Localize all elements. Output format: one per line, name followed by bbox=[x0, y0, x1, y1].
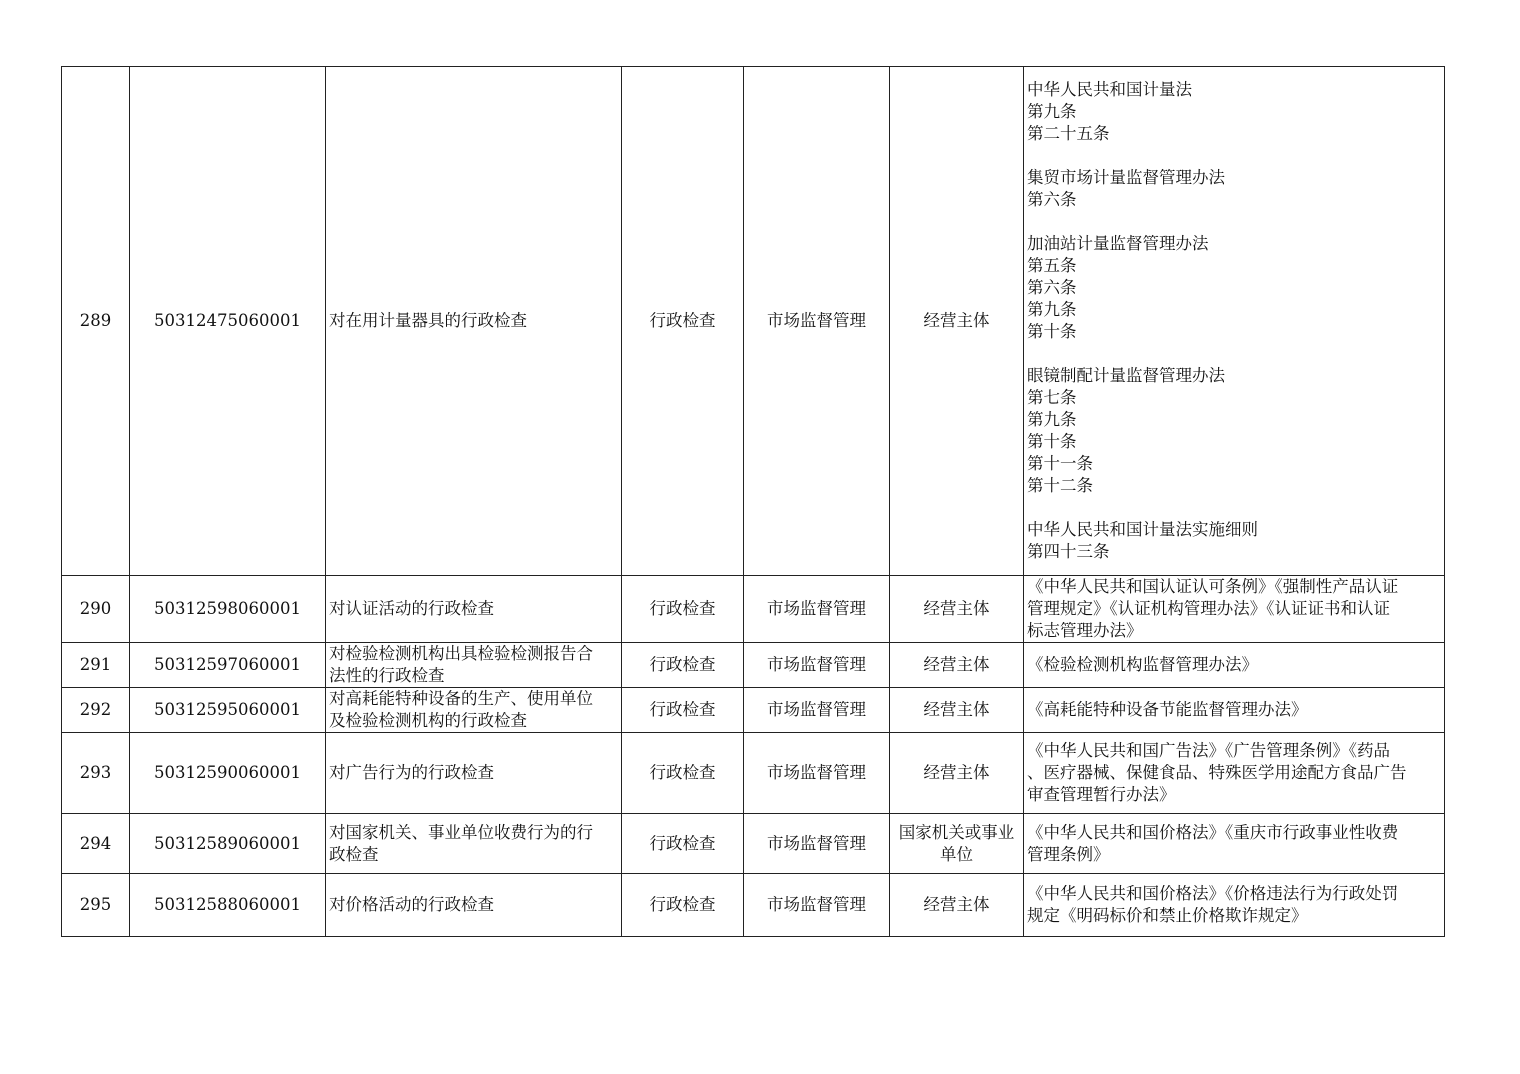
text-line: 、医疗器械、保健食品、特殊医学用途配方食品广告 bbox=[1027, 763, 1407, 782]
inspection-items-table bbox=[61, 66, 1445, 937]
cell-department: 市场监督管理 bbox=[744, 576, 890, 643]
cell-target bbox=[890, 688, 1024, 733]
cell-serial-number: 294 bbox=[62, 814, 130, 874]
cell-legal-basis bbox=[1024, 688, 1445, 733]
text-line: 第四十三条 bbox=[1027, 542, 1110, 561]
text-line: 第十二条 bbox=[1027, 476, 1093, 495]
text-line: 加油站计量监督管理办法 bbox=[1027, 234, 1209, 253]
text-line: 《检验检测机构监督管理办法》 bbox=[1027, 655, 1258, 674]
table-row bbox=[62, 67, 1445, 576]
table-row bbox=[62, 643, 1445, 688]
cell-department: 市场监督管理 bbox=[744, 643, 890, 688]
cell-serial-number: 292 bbox=[62, 688, 130, 733]
text-line: 经营主体 bbox=[923, 599, 990, 618]
text-line: 第九条 bbox=[1027, 300, 1077, 319]
text-line: 第六条 bbox=[1027, 190, 1077, 209]
text-line: 第九条 bbox=[1027, 102, 1077, 121]
text-line: 中华人民共和国计量法 bbox=[1027, 80, 1192, 99]
cell-item-code: 50312598060001 bbox=[130, 576, 326, 643]
cell-department: 市场监督管理 bbox=[744, 814, 890, 874]
cell-serial-number: 295 bbox=[62, 874, 130, 937]
cell-serial-number: 291 bbox=[62, 643, 130, 688]
cell-item-code: 50312595060001 bbox=[130, 688, 326, 733]
text-line: 眼镜制配计量监督管理办法 bbox=[1027, 366, 1225, 385]
cell-target bbox=[890, 733, 1024, 814]
cell-legal-basis bbox=[1024, 733, 1445, 814]
text-line: 对在用计量器具的行政检查 bbox=[329, 311, 527, 330]
text-line: 对广告行为的行政检查 bbox=[329, 763, 494, 782]
table-row bbox=[62, 814, 1445, 874]
cell-item-code: 50312590060001 bbox=[130, 733, 326, 814]
text-line: 审查管理暂行办法》 bbox=[1027, 785, 1176, 804]
text-line: 《高耗能特种设备节能监督管理办法》 bbox=[1027, 700, 1308, 719]
table-row bbox=[62, 874, 1445, 937]
cell-item-name bbox=[326, 576, 622, 643]
table-row bbox=[62, 576, 1445, 643]
text-line: 经营主体 bbox=[923, 763, 990, 782]
text-line: 第二十五条 bbox=[1027, 124, 1110, 143]
cell-department: 市场监督管理 bbox=[744, 67, 890, 576]
text-line bbox=[1027, 497, 1441, 519]
text-line: 《中华人民共和国广告法》《广告管理条例》《药品 bbox=[1027, 741, 1390, 760]
cell-legal-basis bbox=[1024, 814, 1445, 874]
cell-category: 行政检查 bbox=[622, 643, 744, 688]
text-line: 《中华人民共和国价格法》《重庆市行政事业性收费 bbox=[1027, 822, 1399, 842]
cell-serial-number: 289 bbox=[62, 67, 130, 576]
cell-item-name bbox=[326, 874, 622, 937]
text-line: 中华人民共和国计量法实施细则 bbox=[1027, 520, 1258, 539]
text-line bbox=[1027, 343, 1441, 365]
text-line: 对认证活动的行政检查 bbox=[329, 599, 494, 618]
cell-department: 市场监督管理 bbox=[744, 874, 890, 937]
cell-target bbox=[890, 576, 1024, 643]
cell-item-name bbox=[326, 733, 622, 814]
text-line: 对国家机关、事业单位收费行为的行 bbox=[329, 822, 593, 842]
text-line: 经营主体 bbox=[923, 655, 990, 674]
text-line: 第十条 bbox=[1027, 432, 1077, 451]
text-line: 管理规定》《认证机构管理办法》《认证证书和认证 bbox=[1027, 599, 1390, 618]
cell-category: 行政检查 bbox=[622, 576, 744, 643]
text-line: 集贸市场计量监督管理办法 bbox=[1027, 168, 1225, 187]
cell-item-name bbox=[326, 688, 622, 733]
cell-category: 行政检查 bbox=[622, 814, 744, 874]
text-line: 对价格活动的行政检查 bbox=[329, 895, 494, 914]
text-line: 政检查 bbox=[329, 844, 379, 864]
cell-item-code: 50312588060001 bbox=[130, 874, 326, 937]
text-line: 国家机关或事业 bbox=[898, 822, 1015, 842]
cell-item-name bbox=[326, 67, 622, 576]
text-line: 对高耗能特种设备的生产、使用单位 bbox=[329, 689, 593, 708]
table-row bbox=[62, 688, 1445, 733]
cell-legal-basis bbox=[1024, 874, 1445, 937]
cell-legal-basis bbox=[1024, 576, 1445, 643]
text-line bbox=[1027, 145, 1441, 167]
text-line: 法性的行政检查 bbox=[329, 666, 445, 685]
text-line: 规定《明码标价和禁止价格欺诈规定》 bbox=[1027, 906, 1308, 925]
text-line: 《中华人民共和国认证认可条例》《强制性产品认证 bbox=[1027, 577, 1399, 596]
cell-item-name bbox=[326, 643, 622, 688]
text-line: 管理条例》 bbox=[1027, 844, 1110, 864]
cell-item-code: 50312475060001 bbox=[130, 67, 326, 576]
text-line: 经营主体 bbox=[923, 895, 990, 914]
table-body bbox=[62, 67, 1445, 937]
text-line: 及检验检测机构的行政检查 bbox=[329, 711, 527, 730]
cell-item-name bbox=[326, 814, 622, 874]
cell-legal-basis bbox=[1024, 67, 1445, 576]
text-line: 第九条 bbox=[1027, 410, 1077, 429]
text-line: 第七条 bbox=[1027, 388, 1077, 407]
cell-department: 市场监督管理 bbox=[744, 733, 890, 814]
text-line: 《中华人民共和国价格法》《价格违法行为行政处罚 bbox=[1027, 884, 1399, 903]
text-line: 标志管理办法》 bbox=[1027, 621, 1143, 640]
text-line: 经营主体 bbox=[923, 700, 990, 719]
cell-legal-basis bbox=[1024, 643, 1445, 688]
text-line: 第十条 bbox=[1027, 322, 1077, 341]
cell-category: 行政检查 bbox=[622, 733, 744, 814]
cell-item-code: 50312589060001 bbox=[130, 814, 326, 874]
text-line: 单位 bbox=[940, 844, 973, 864]
cell-category: 行政检查 bbox=[622, 688, 744, 733]
cell-item-code: 50312597060001 bbox=[130, 643, 326, 688]
cell-target bbox=[890, 67, 1024, 576]
text-line: 第五条 bbox=[1027, 256, 1077, 275]
cell-category: 行政检查 bbox=[622, 67, 744, 576]
table-row bbox=[62, 733, 1445, 814]
text-line bbox=[1027, 211, 1441, 233]
cell-target bbox=[890, 874, 1024, 937]
cell-serial-number: 290 bbox=[62, 576, 130, 643]
cell-target bbox=[890, 643, 1024, 688]
text-line: 第十一条 bbox=[1027, 454, 1093, 473]
text-line: 第六条 bbox=[1027, 278, 1077, 297]
cell-serial-number: 293 bbox=[62, 733, 130, 814]
text-line: 对检验检测机构出具检验检测报告合 bbox=[329, 644, 593, 663]
cell-category: 行政检查 bbox=[622, 874, 744, 937]
cell-target bbox=[890, 814, 1024, 874]
cell-department: 市场监督管理 bbox=[744, 688, 890, 733]
text-line: 经营主体 bbox=[923, 311, 990, 330]
